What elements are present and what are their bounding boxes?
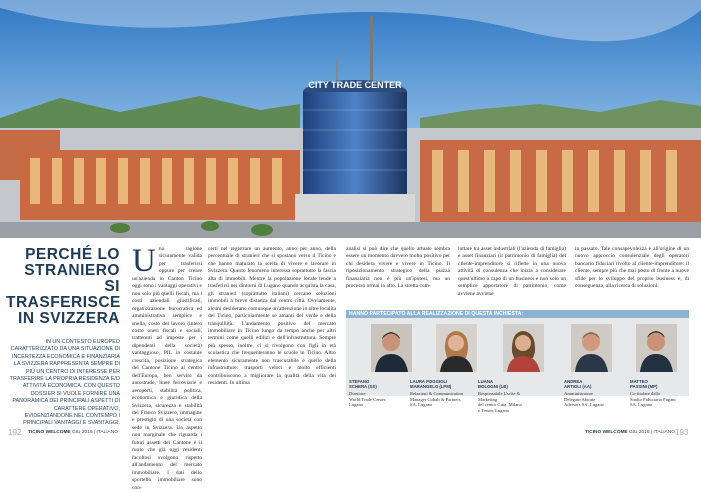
right-footer-issue: GIU 2016 | ITALIANO — [628, 430, 675, 435]
left-column — [6, 247, 120, 428]
right-footer-label: TICINO WELCOME — [585, 430, 628, 435]
left-footer-issue: GIU 2016 | ITALIANO — [71, 430, 118, 435]
right-page-number: 193 — [675, 428, 689, 437]
left-page-number: 192 — [8, 428, 22, 437]
body-text-4: luttare tra asset industriali (l'azienda di famiglia) e asset finanziari (il patrimonio di famiglia) del cliente-imprenditore si riflette in una nuova attività di consulenza che inizia a considerare quest'ultimo a capo di un business e non solo un semplice apportatore di patrimonio, come avviene avviene — [458, 246, 566, 297]
person-name-1: STEFANO SCHERA (SS) — [349, 379, 377, 390]
person-name-4: ANDREA ARTIOLI (AA) — [564, 379, 592, 390]
body-text-2: certi nel registrare un aumento, anno per anno, della percentuale di stranieri che si spostano verso il Ticino e che hanno maturato la scelta di vivere e lavorare in Svizzera. Questo fenomeno interessa soprattutto la fascia alta di immobili. Mentre la popolazione locale tende a trasferirsi nei dintorni di Lugano quando acquista la casa, gli stranieri (soprattutto italiani) cercano soluzioni immobili a breve distanza dal centro città. Ovviamente, alcuni desiderano comunque un'attenzione in altre località del Ticino, particolarmente se amanti del verde e della tranquillità. L'andamento positivo del mercato immobiliare in Ticino lungo da tempo anche per altri termini come quelli edilizi e dell'infrastruttura. Sempre più spesso, inoltre, ci si rivolgono con figli in età scolastica che frequenteranno le scuole in Ticino. Altro elemento sicuramente non trascurabile è quello della infrastrutture: trasporti veloci e molto efficienti contribuiscono a migliorare la qualità della vita dei residenti. In ultima — [208, 246, 336, 387]
portrait-5 — [636, 324, 677, 372]
person-role-5: Co-titolare dello Studio Fiduciario Pagani SA, Lugano — [630, 391, 676, 408]
portrait-1 — [371, 324, 412, 372]
left-footer-label: TICINO WELCOME — [28, 430, 71, 435]
body-column-5 — [575, 246, 689, 291]
contributors-title: HANNO PARTECIPATO ALLA REALIZZAZIONE DI QUESTA INCHIESTA: — [346, 310, 689, 318]
article-intro: IN UN CONTESTO EUROPEO CARATTERIZZATO DA UNA SITUAZIONE DI INCERTEZZA ECONOMICA E FINANZIARIA LA SVIZZERA RAPPRESENTA SEMPRE DI PIÙ UN CENTRO DI INTERESSE PER TRASFERIRE LA PROPRIA RESIDENZA E/O ATTIVITÀ ECONOMICA. CON QUESTO DOSSIER SI VUOLE FORNIRE UNA PANORAMICA DEI PRINCIPALI ASPETTI DI CARATTERE OPERATIVO, EVIDENZIANDONE NEL CONTEMPO I PRINCIPALI VANTAGGI E SVANTAGGI. — [9, 339, 120, 427]
person-role-2: Relazioni & Communication Manager Cobalt & Partners SA, Lugano — [410, 391, 464, 408]
person-name-2: LAURA POGGIOLI MARANGELO (LPM) — [410, 379, 452, 390]
portrait-2 — [436, 324, 477, 372]
body-text-5: in passato. Tale consapevolezza è all'origine di un nuovo approccio consulenziale degli operatori bancario fiduciari rivolto al cliente-imprenditore: il cliente, sempre più che mai posto di fronte a nuove sfide per lo sviluppo del proprio business e, di conseguenza, alla ricerca di soluzioni. — [575, 246, 689, 290]
body-column-2 — [208, 246, 336, 388]
article-headline: PERCHÉ LO STRANIERO SI TRASFERISCE IN SVIZZERA — [6, 246, 121, 327]
right-footer — [585, 430, 675, 435]
body-text-1: na ragione sicuramente valida per trasferirsi oppure per creare un'azienda in Canton Ticino oggi sono i vantaggi operativi e non solo più quelli fiscali, ma i costi aziendali giustificati, organizzazione burocratica ed amministrativa semplice e snella, costo del lavoro (intero costo oneri fiscali e sociali, trattenuti ad imposte per i dipendenti della società) vantaggioso, PIL in costante crescita, posizione strategica del Cantone Ticino al centro dell'Europa, ben servito da autostrade, linee ferroviarie e aeroporti, stabilità politica, economica e giuridica della Svizzera, sicurezza e stabilità del Franco Svizzero, immagine e prestigio di una società con sede in Svizzera. Un aspetto non marginale che riguarda i futuri assetti del Cantone è il ruolo che già oggi residenti facoltosi svolgono rispetto all'andamento del mercato immobiliare. I dati dello sportello immobiliare sono con- — [132, 246, 202, 491]
portrait-3 — [503, 324, 544, 372]
building-sign: CITY TRADE CENTER — [308, 80, 402, 90]
body-column-4 — [458, 246, 566, 298]
building-photo — [0, 0, 701, 238]
portrait-4 — [571, 324, 612, 372]
person-role-1: Direttore World Trade Center, Lugano — [349, 391, 387, 408]
left-footer — [28, 430, 118, 435]
drop-cap: U — [132, 243, 156, 279]
body-column-3 — [346, 246, 450, 291]
person-name-3: LUANA BOLOGNI (LB) — [478, 379, 508, 390]
person-role-4: Amministratore Delegato Abirate Advisors SA, Lugano — [564, 391, 604, 408]
person-role-3: Responsabile Uscite & Marketing del centro Città, Milano e Tessin, Lugano — [478, 391, 522, 413]
person-name-5: MATTEO PASSINI (MP) — [630, 379, 658, 390]
body-column-1 — [132, 243, 202, 492]
body-text-3: analisi si può dire che quello attuale sembra essere un momento davvero molto positivo per chi desidera vivere e vivere in Ticino. Il riposizionamento strategico della piazza finanziaria non è più un'ipotesi, ma un processo ormai in atto. La stretta com- — [346, 246, 450, 290]
